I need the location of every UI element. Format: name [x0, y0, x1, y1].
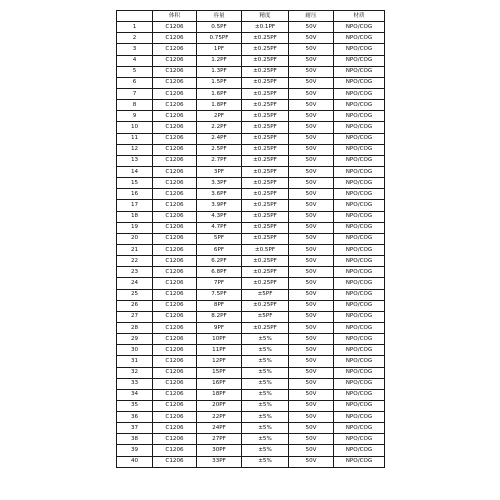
table-row — [117, 88, 385, 99]
cell-voltage: 50V — [289, 456, 334, 467]
cell-material: NPO/COG — [334, 166, 385, 177]
cell-voltage: 50V — [289, 434, 334, 445]
table-row — [117, 222, 385, 233]
cell-capacitance: 6PF — [197, 244, 242, 255]
cell-package: C1206 — [153, 356, 197, 367]
cell-tolerance: ±5% — [242, 412, 289, 423]
cell-capacitance: 27PF — [197, 434, 242, 445]
header-material: 材质 — [334, 11, 385, 22]
cell-index: 27 — [117, 311, 153, 322]
table-row — [117, 100, 385, 111]
cell-index: 9 — [117, 111, 153, 122]
cell-voltage: 50V — [289, 445, 334, 456]
cell-package: C1206 — [153, 33, 197, 44]
table-row — [117, 166, 385, 177]
cell-tolerance: ±0.25PF — [242, 211, 289, 222]
cell-package: C1206 — [153, 111, 197, 122]
table-row — [117, 445, 385, 456]
cell-tolerance: ±0.25PF — [242, 111, 289, 122]
cell-tolerance: ±5PF — [242, 311, 289, 322]
cell-voltage: 50V — [289, 334, 334, 345]
cell-capacitance: 15PF — [197, 367, 242, 378]
table-row — [117, 122, 385, 133]
cell-package: C1206 — [153, 400, 197, 411]
header-row — [117, 11, 385, 22]
cell-index: 25 — [117, 289, 153, 300]
cell-tolerance: ±0.25PF — [242, 200, 289, 211]
table-row — [117, 233, 385, 244]
cell-tolerance: ±5% — [242, 378, 289, 389]
cell-tolerance: ±0.25PF — [242, 133, 289, 144]
cell-capacitance: 3.9PF — [197, 200, 242, 211]
table-row — [117, 356, 385, 367]
table-row — [117, 133, 385, 144]
cell-tolerance: ±0.25PF — [242, 278, 289, 289]
cell-package: C1206 — [153, 55, 197, 66]
cell-capacitance: 6.2PF — [197, 256, 242, 267]
cell-voltage: 50V — [289, 22, 334, 33]
cell-capacitance: 7PF — [197, 278, 242, 289]
cell-capacitance: 22PF — [197, 412, 242, 423]
table-row — [117, 44, 385, 55]
cell-material: NPO/COG — [334, 434, 385, 445]
cell-tolerance: ±0.25PF — [242, 33, 289, 44]
cell-package: C1206 — [153, 122, 197, 133]
cell-index: 5 — [117, 66, 153, 77]
cell-material: NPO/COG — [334, 111, 385, 122]
cell-material: NPO/COG — [334, 256, 385, 267]
cell-material: NPO/COG — [334, 267, 385, 278]
cell-index: 8 — [117, 100, 153, 111]
cell-package: C1206 — [153, 389, 197, 400]
cell-material: NPO/COG — [334, 423, 385, 434]
table-row — [117, 345, 385, 356]
cell-material: NPO/COG — [334, 22, 385, 33]
table-row — [117, 289, 385, 300]
cell-index: 40 — [117, 456, 153, 467]
cell-package: C1206 — [153, 367, 197, 378]
cell-voltage: 50V — [289, 33, 334, 44]
cell-package: C1206 — [153, 200, 197, 211]
cell-index: 17 — [117, 200, 153, 211]
cell-tolerance: ±5% — [242, 400, 289, 411]
cell-capacitance: 1.6PF — [197, 88, 242, 99]
cell-index: 12 — [117, 144, 153, 155]
cell-index: 30 — [117, 345, 153, 356]
table-row — [117, 389, 385, 400]
cell-index: 4 — [117, 55, 153, 66]
cell-tolerance: ±0.25PF — [242, 300, 289, 311]
cell-index: 37 — [117, 423, 153, 434]
cell-tolerance: ±5% — [242, 345, 289, 356]
table-row — [117, 322, 385, 333]
cell-index: 35 — [117, 400, 153, 411]
cell-voltage: 50V — [289, 356, 334, 367]
cell-tolerance: ±0.25PF — [242, 256, 289, 267]
table-row — [117, 144, 385, 155]
cell-material: NPO/COG — [334, 289, 385, 300]
cell-index: 36 — [117, 412, 153, 423]
cell-package: C1206 — [153, 133, 197, 144]
cell-capacitance: 16PF — [197, 378, 242, 389]
table-body — [117, 22, 385, 468]
table-row — [117, 200, 385, 211]
cell-material: NPO/COG — [334, 133, 385, 144]
cell-material: NPO/COG — [334, 88, 385, 99]
table-row — [117, 456, 385, 467]
cell-tolerance: ±0.25PF — [242, 44, 289, 55]
cell-material: NPO/COG — [334, 55, 385, 66]
table-row — [117, 256, 385, 267]
cell-material: NPO/COG — [334, 367, 385, 378]
cell-capacitance: 18PF — [197, 389, 242, 400]
table-row — [117, 155, 385, 166]
cell-capacitance: 1PF — [197, 44, 242, 55]
cell-package: C1206 — [153, 77, 197, 88]
table-row — [117, 278, 385, 289]
cell-capacitance: 5PF — [197, 233, 242, 244]
cell-material: NPO/COG — [334, 334, 385, 345]
cell-tolerance: ±0.5PF — [242, 244, 289, 255]
cell-material: NPO/COG — [334, 389, 385, 400]
cell-tolerance: ±5% — [242, 445, 289, 456]
cell-tolerance: ±5PF — [242, 289, 289, 300]
cell-tolerance: ±0.25PF — [242, 189, 289, 200]
cell-capacitance: 4.7PF — [197, 222, 242, 233]
cell-capacitance: 0.5PF — [197, 22, 242, 33]
cell-package: C1206 — [153, 311, 197, 322]
table-row — [117, 55, 385, 66]
cell-capacitance: 8PF — [197, 300, 242, 311]
cell-material: NPO/COG — [334, 456, 385, 467]
cell-tolerance: ±0.25PF — [242, 233, 289, 244]
table-row — [117, 178, 385, 189]
cell-package: C1206 — [153, 300, 197, 311]
cell-voltage: 50V — [289, 178, 334, 189]
cell-material: NPO/COG — [334, 66, 385, 77]
cell-tolerance: ±0.25PF — [242, 88, 289, 99]
cell-index: 26 — [117, 300, 153, 311]
cell-package: C1206 — [153, 155, 197, 166]
cell-voltage: 50V — [289, 88, 334, 99]
cell-package: C1206 — [153, 322, 197, 333]
cell-capacitance: 11PF — [197, 345, 242, 356]
table-row — [117, 267, 385, 278]
cell-package: C1206 — [153, 166, 197, 177]
cell-material: NPO/COG — [334, 189, 385, 200]
cell-tolerance: ±0.25PF — [242, 155, 289, 166]
cell-material: NPO/COG — [334, 144, 385, 155]
cell-capacitance: 33PF — [197, 456, 242, 467]
table-row — [117, 367, 385, 378]
cell-package: C1206 — [153, 144, 197, 155]
cell-voltage: 50V — [289, 389, 334, 400]
cell-tolerance: ±5% — [242, 423, 289, 434]
cell-package: C1206 — [153, 211, 197, 222]
table-row — [117, 22, 385, 33]
cell-index: 3 — [117, 44, 153, 55]
cell-material: NPO/COG — [334, 445, 385, 456]
cell-capacitance: 3.3PF — [197, 178, 242, 189]
cell-index: 2 — [117, 33, 153, 44]
cell-index: 33 — [117, 378, 153, 389]
cell-index: 31 — [117, 356, 153, 367]
cell-capacitance: 24PF — [197, 423, 242, 434]
cell-capacitance: 4.3PF — [197, 211, 242, 222]
cell-package: C1206 — [153, 345, 197, 356]
table-row — [117, 33, 385, 44]
cell-package: C1206 — [153, 189, 197, 200]
cell-index: 6 — [117, 77, 153, 88]
cell-capacitance: 12PF — [197, 356, 242, 367]
cell-package: C1206 — [153, 44, 197, 55]
cell-index: 20 — [117, 233, 153, 244]
cell-capacitance: 7.5PF — [197, 289, 242, 300]
cell-index: 15 — [117, 178, 153, 189]
cell-tolerance: ±0.25PF — [242, 322, 289, 333]
cell-voltage: 50V — [289, 300, 334, 311]
cell-package: C1206 — [153, 456, 197, 467]
cell-voltage: 50V — [289, 44, 334, 55]
cell-tolerance: ±5% — [242, 456, 289, 467]
cell-material: NPO/COG — [334, 222, 385, 233]
cell-package: C1206 — [153, 412, 197, 423]
cell-package: C1206 — [153, 267, 197, 278]
header-capacitance: 容量 — [197, 11, 242, 22]
cell-voltage: 50V — [289, 322, 334, 333]
table-row — [117, 378, 385, 389]
cell-capacitance: 30PF — [197, 445, 242, 456]
cell-tolerance: ±0.25PF — [242, 122, 289, 133]
cell-capacitance: 2.4PF — [197, 133, 242, 144]
cell-voltage: 50V — [289, 111, 334, 122]
cell-material: NPO/COG — [334, 345, 385, 356]
table-row — [117, 211, 385, 222]
cell-voltage: 50V — [289, 133, 334, 144]
cell-capacitance: 1.3PF — [197, 66, 242, 77]
cell-capacitance: 3.6PF — [197, 189, 242, 200]
cell-tolerance: ±0.25PF — [242, 166, 289, 177]
cell-material: NPO/COG — [334, 300, 385, 311]
cell-capacitance: 1.8PF — [197, 100, 242, 111]
cell-voltage: 50V — [289, 244, 334, 255]
cell-voltage: 50V — [289, 55, 334, 66]
cell-tolerance: ±5% — [242, 334, 289, 345]
cell-index: 21 — [117, 244, 153, 255]
header-voltage: 耐压 — [289, 11, 334, 22]
cell-voltage: 50V — [289, 233, 334, 244]
cell-package: C1206 — [153, 378, 197, 389]
table-row — [117, 111, 385, 122]
cell-package: C1206 — [153, 434, 197, 445]
cell-capacitance: 6.8PF — [197, 267, 242, 278]
table-row — [117, 423, 385, 434]
cell-tolerance: ±0.25PF — [242, 178, 289, 189]
cell-capacitance: 2PF — [197, 111, 242, 122]
header-package: 体积 — [153, 11, 197, 22]
cell-tolerance: ±0.25PF — [242, 100, 289, 111]
cell-voltage: 50V — [289, 400, 334, 411]
cell-voltage: 50V — [289, 378, 334, 389]
cell-material: NPO/COG — [334, 200, 385, 211]
cell-voltage: 50V — [289, 278, 334, 289]
cell-material: NPO/COG — [334, 100, 385, 111]
cell-package: C1206 — [153, 100, 197, 111]
cell-voltage: 50V — [289, 311, 334, 322]
table-row — [117, 300, 385, 311]
cell-tolerance: ±0.25PF — [242, 55, 289, 66]
cell-index: 10 — [117, 122, 153, 133]
cell-index: 39 — [117, 445, 153, 456]
cell-capacitance: 2.7PF — [197, 155, 242, 166]
cell-voltage: 50V — [289, 211, 334, 222]
cell-material: NPO/COG — [334, 77, 385, 88]
table-row — [117, 77, 385, 88]
cell-package: C1206 — [153, 256, 197, 267]
cell-index: 38 — [117, 434, 153, 445]
cell-capacitance: 10PF — [197, 334, 242, 345]
cell-package: C1206 — [153, 423, 197, 434]
cell-voltage: 50V — [289, 412, 334, 423]
cell-material: NPO/COG — [334, 400, 385, 411]
cell-tolerance: ±5% — [242, 356, 289, 367]
cell-tolerance: ±0.25PF — [242, 144, 289, 155]
table-row — [117, 244, 385, 255]
cell-capacitance: 8.2PF — [197, 311, 242, 322]
table-row — [117, 311, 385, 322]
cell-index: 23 — [117, 267, 153, 278]
cell-voltage: 50V — [289, 66, 334, 77]
header-tolerance: 精度 — [242, 11, 289, 22]
cell-material: NPO/COG — [334, 44, 385, 55]
cell-voltage: 50V — [289, 423, 334, 434]
cell-material: NPO/COG — [334, 211, 385, 222]
table-row — [117, 400, 385, 411]
cell-voltage: 50V — [289, 200, 334, 211]
table-row — [117, 334, 385, 345]
cell-index: 28 — [117, 322, 153, 333]
cell-voltage: 50V — [289, 122, 334, 133]
cell-index: 32 — [117, 367, 153, 378]
cell-voltage: 50V — [289, 367, 334, 378]
cell-voltage: 50V — [289, 256, 334, 267]
cell-voltage: 50V — [289, 222, 334, 233]
cell-capacitance: 20PF — [197, 400, 242, 411]
cell-voltage: 50V — [289, 77, 334, 88]
cell-voltage: 50V — [289, 345, 334, 356]
cell-material: NPO/COG — [334, 178, 385, 189]
cell-material: NPO/COG — [334, 322, 385, 333]
cell-material: NPO/COG — [334, 412, 385, 423]
cell-voltage: 50V — [289, 155, 334, 166]
cell-tolerance: ±0.25PF — [242, 66, 289, 77]
cell-package: C1206 — [153, 334, 197, 345]
cell-material: NPO/COG — [334, 356, 385, 367]
cell-index: 19 — [117, 222, 153, 233]
cell-package: C1206 — [153, 233, 197, 244]
cell-material: NPO/COG — [334, 155, 385, 166]
cell-tolerance: ±5% — [242, 367, 289, 378]
cell-package: C1206 — [153, 66, 197, 77]
cell-index: 14 — [117, 166, 153, 177]
cell-material: NPO/COG — [334, 244, 385, 255]
cell-index: 1 — [117, 22, 153, 33]
cell-voltage: 50V — [289, 189, 334, 200]
cell-voltage: 50V — [289, 289, 334, 300]
table-row — [117, 189, 385, 200]
cell-material: NPO/COG — [334, 33, 385, 44]
cell-index: 18 — [117, 211, 153, 222]
cell-capacitance: 3PF — [197, 166, 242, 177]
cell-index: 7 — [117, 88, 153, 99]
cell-index: 16 — [117, 189, 153, 200]
cell-index: 22 — [117, 256, 153, 267]
cell-capacitance: 9PF — [197, 322, 242, 333]
cell-tolerance: ±0.25PF — [242, 77, 289, 88]
cell-material: NPO/COG — [334, 233, 385, 244]
cell-capacitance: 2.2PF — [197, 122, 242, 133]
cell-voltage: 50V — [289, 267, 334, 278]
cell-tolerance: ±5% — [242, 389, 289, 400]
cell-tolerance: ±0.25PF — [242, 267, 289, 278]
cell-capacitance: 0.75PF — [197, 33, 242, 44]
capacitor-spec-table — [116, 10, 385, 468]
cell-package: C1206 — [153, 289, 197, 300]
cell-index: 29 — [117, 334, 153, 345]
table-row — [117, 434, 385, 445]
cell-tolerance: ±0.25PF — [242, 222, 289, 233]
cell-index: 11 — [117, 133, 153, 144]
cell-index: 13 — [117, 155, 153, 166]
cell-package: C1206 — [153, 445, 197, 456]
cell-tolerance: ±5% — [242, 434, 289, 445]
table-row — [117, 66, 385, 77]
cell-package: C1206 — [153, 278, 197, 289]
cell-tolerance: ±0.1PF — [242, 22, 289, 33]
table-row — [117, 412, 385, 423]
cell-package: C1206 — [153, 22, 197, 33]
cell-capacitance: 2.5PF — [197, 144, 242, 155]
cell-material: NPO/COG — [334, 311, 385, 322]
cell-voltage: 50V — [289, 100, 334, 111]
cell-capacitance: 1.2PF — [197, 55, 242, 66]
cell-index: 24 — [117, 278, 153, 289]
header-index — [117, 11, 153, 22]
cell-voltage: 50V — [289, 144, 334, 155]
cell-material: NPO/COG — [334, 378, 385, 389]
cell-material: NPO/COG — [334, 278, 385, 289]
cell-voltage: 50V — [289, 166, 334, 177]
cell-package: C1206 — [153, 244, 197, 255]
cell-index: 34 — [117, 389, 153, 400]
cell-package: C1206 — [153, 88, 197, 99]
cell-capacitance: 1.5PF — [197, 77, 242, 88]
cell-material: NPO/COG — [334, 122, 385, 133]
cell-package: C1206 — [153, 178, 197, 189]
cell-package: C1206 — [153, 222, 197, 233]
